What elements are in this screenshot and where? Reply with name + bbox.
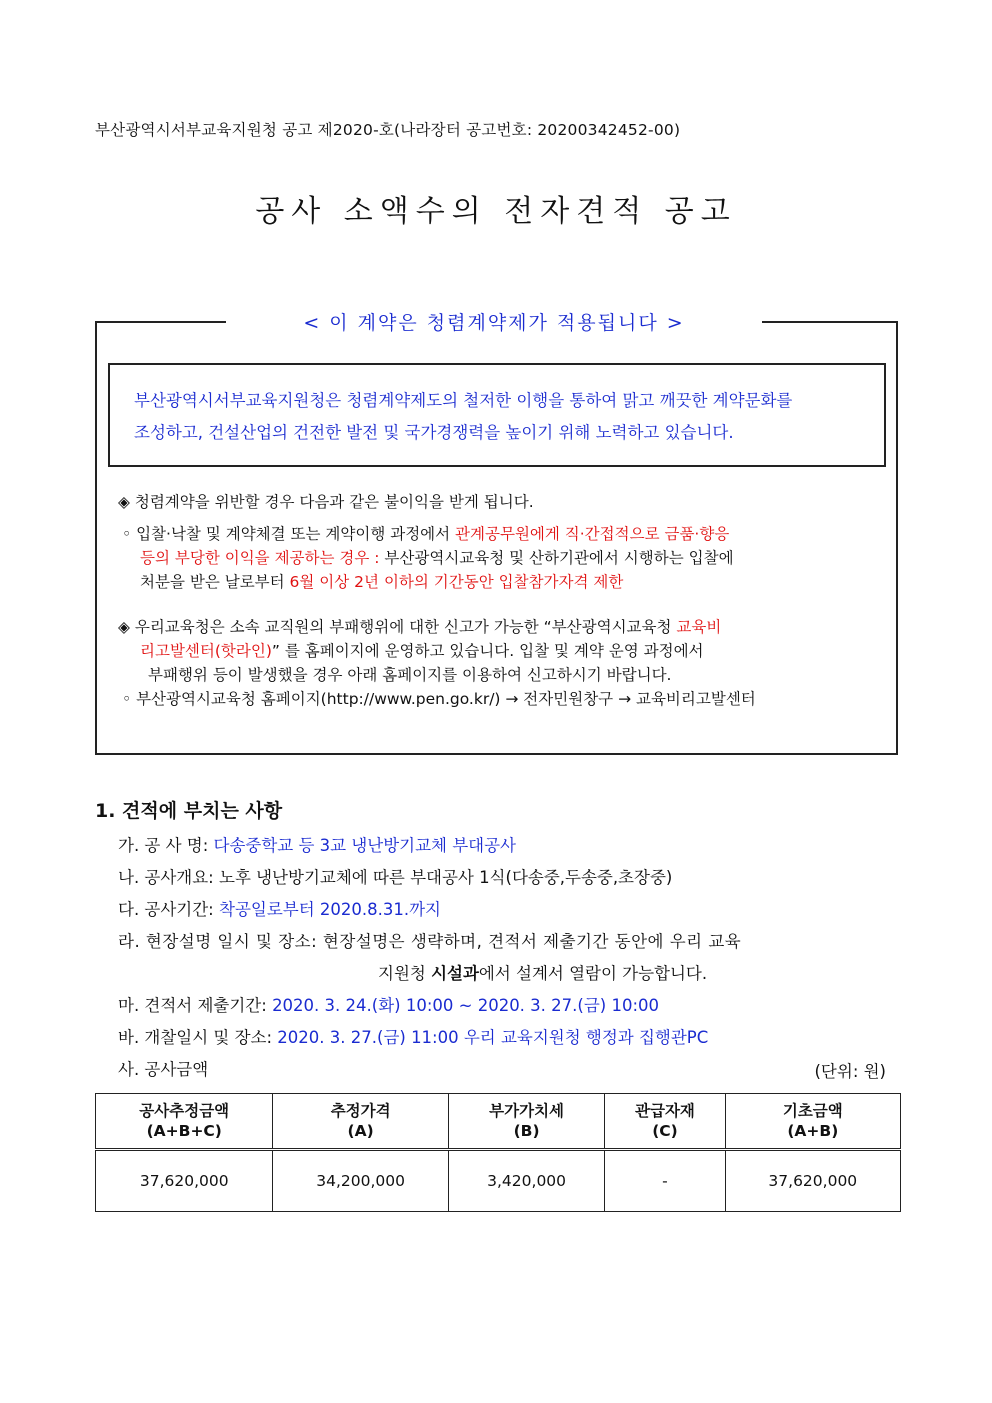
report-line1-text: ◈ 우리교육청은 소속 교직원의 부패행위에 대한 신고가 가능한 “부산광역시교육청	[118, 618, 677, 636]
item-ra-line2	[378, 963, 707, 985]
item-ra-line2-rest: 에서 설계서 열람이 가능합니다.	[478, 964, 708, 983]
item-ma	[118, 995, 659, 1017]
header-supplied-materials: 관급자재 (C)	[605, 1094, 725, 1150]
unit-label: (단위: 원)	[814, 1062, 886, 1081]
item-ra	[118, 931, 898, 953]
amount-table-header-row	[96, 1094, 901, 1150]
penalty-line1-text: ◦ 입찰·낙찰 및 계약체결 또는 계약이행 과정에서	[122, 525, 456, 543]
report-line2	[140, 640, 704, 662]
penalty-line1	[122, 523, 729, 545]
item-na	[118, 867, 672, 889]
penalty-line2	[140, 547, 734, 569]
notice-number: 부산광역시서부교육지원청 공고 제2020-호(나라장터 공고번호: 20200342452-00)	[95, 121, 681, 139]
report-line2-highlight: 리고발센터(핫라인)	[140, 642, 272, 660]
penalty-line3-text: 처분을 받은 날로부터	[140, 573, 290, 591]
item-ga	[118, 835, 516, 857]
integrity-caption: < 이 계약은 청렴계약제가 적용됩니다 >	[226, 308, 762, 335]
report-line1	[118, 616, 721, 638]
item-ra-line2-text: 지원청	[378, 964, 432, 983]
value-vat: 3,420,000	[448, 1150, 605, 1212]
item-ba	[118, 1027, 708, 1049]
penalty-line2-highlight: 등의 부당한 이익을 제공하는 경우 :	[140, 549, 385, 567]
value-total-estimate: 37,620,000	[96, 1150, 273, 1212]
report-homepage-path: ◦ 부산광역시교육청 홈페이지(http://www.pen.go.kr/) → 전자민원창구 → 교육비리고발센터	[122, 690, 756, 708]
item-ba-value: 2020. 3. 27.(금) 11:00 우리 교육지원청 행정과 집행관PC	[277, 1028, 709, 1047]
item-da	[118, 899, 441, 921]
item-na-value: 노후 냉난방기교체에 따른 부대공사 1식(다송중,두송중,초장중)	[219, 868, 673, 887]
item-ma-label: 마. 견적서 제출기간:	[118, 996, 273, 1015]
header-base-amount: 기초금액 (A+B)	[725, 1094, 900, 1150]
amount-table	[95, 1093, 901, 1212]
value-supplied-materials: -	[605, 1150, 725, 1212]
amount-table-value-row	[96, 1150, 901, 1212]
item-na-label: 나. 공사개요:	[118, 868, 219, 887]
integrity-box	[108, 363, 886, 467]
section-heading: 1. 견적에 부치는 사항	[95, 800, 283, 822]
penalty-line1-highlight: 관계공무원에게 직·간접적으로 금품·향응	[455, 525, 730, 543]
penalty-heading: ◈ 청렴계약을 위반할 경우 다음과 같은 불이익을 받게 됩니다.	[118, 493, 534, 511]
penalty-line3	[140, 571, 623, 593]
penalty-line2-text: 부산광역시교육청 및 산하기관에서 시행하는 입찰에	[384, 549, 734, 567]
item-ra-line2-dept: 시설과	[431, 964, 479, 983]
value-estimated-price: 34,200,000	[273, 1150, 448, 1212]
report-line1-highlight: 교육비	[676, 618, 722, 636]
item-ba-label: 바. 개찰일시 및 장소:	[118, 1028, 278, 1047]
item-da-value: 착공일로부터 2020.8.31.까지	[219, 900, 441, 919]
integrity-box-line2: 조성하고, 건설산업의 건전한 발전 및 국가경쟁력을 높이기 위해 노력하고 있습니다.	[134, 423, 734, 442]
item-sa-label: 사. 공사금액	[118, 1060, 209, 1079]
penalty-line3-highlight: 6월 이상 2년 이하의 기간동안 입찰참가자격 제한	[289, 573, 624, 591]
item-ra-line1: 라. 현장설명 일시 및 장소: 현장설명은 생략하며, 견적서 제출기간 동안에 우리 교육	[118, 932, 742, 951]
report-line2-text: ” 를 홈페이지에 운영하고 있습니다. 입찰 및 계약 운영 과정에서	[271, 642, 704, 660]
value-base-amount: 37,620,000	[725, 1150, 900, 1212]
item-ga-label: 가. 공 사 명:	[118, 836, 214, 855]
header-vat: 부가가치세 (B)	[448, 1094, 605, 1150]
item-da-label: 다. 공사기간:	[118, 900, 219, 919]
header-estimated-price: 추정가격 (A)	[273, 1094, 448, 1150]
item-ma-value: 2020. 3. 24.(화) 10:00 ~ 2020. 3. 27.(금) 10:00	[272, 996, 660, 1015]
document-title: 공사 소액수의 전자견적 공고	[255, 194, 737, 229]
item-ga-value: 다송중학교 등 3교 냉난방기교체 부대공사	[213, 836, 516, 855]
header-total-estimate: 공사추정금액 (A+B+C)	[96, 1094, 273, 1150]
report-line3: 부패행위 등이 발생했을 경우 아래 홈페이지를 이용하여 신고하시기 바랍니다.	[148, 666, 672, 684]
integrity-box-line1: 부산광역시서부교육지원청은 청렴계약제도의 철저한 이행을 통하여 맑고 깨끗한 계약문화를	[134, 391, 793, 410]
